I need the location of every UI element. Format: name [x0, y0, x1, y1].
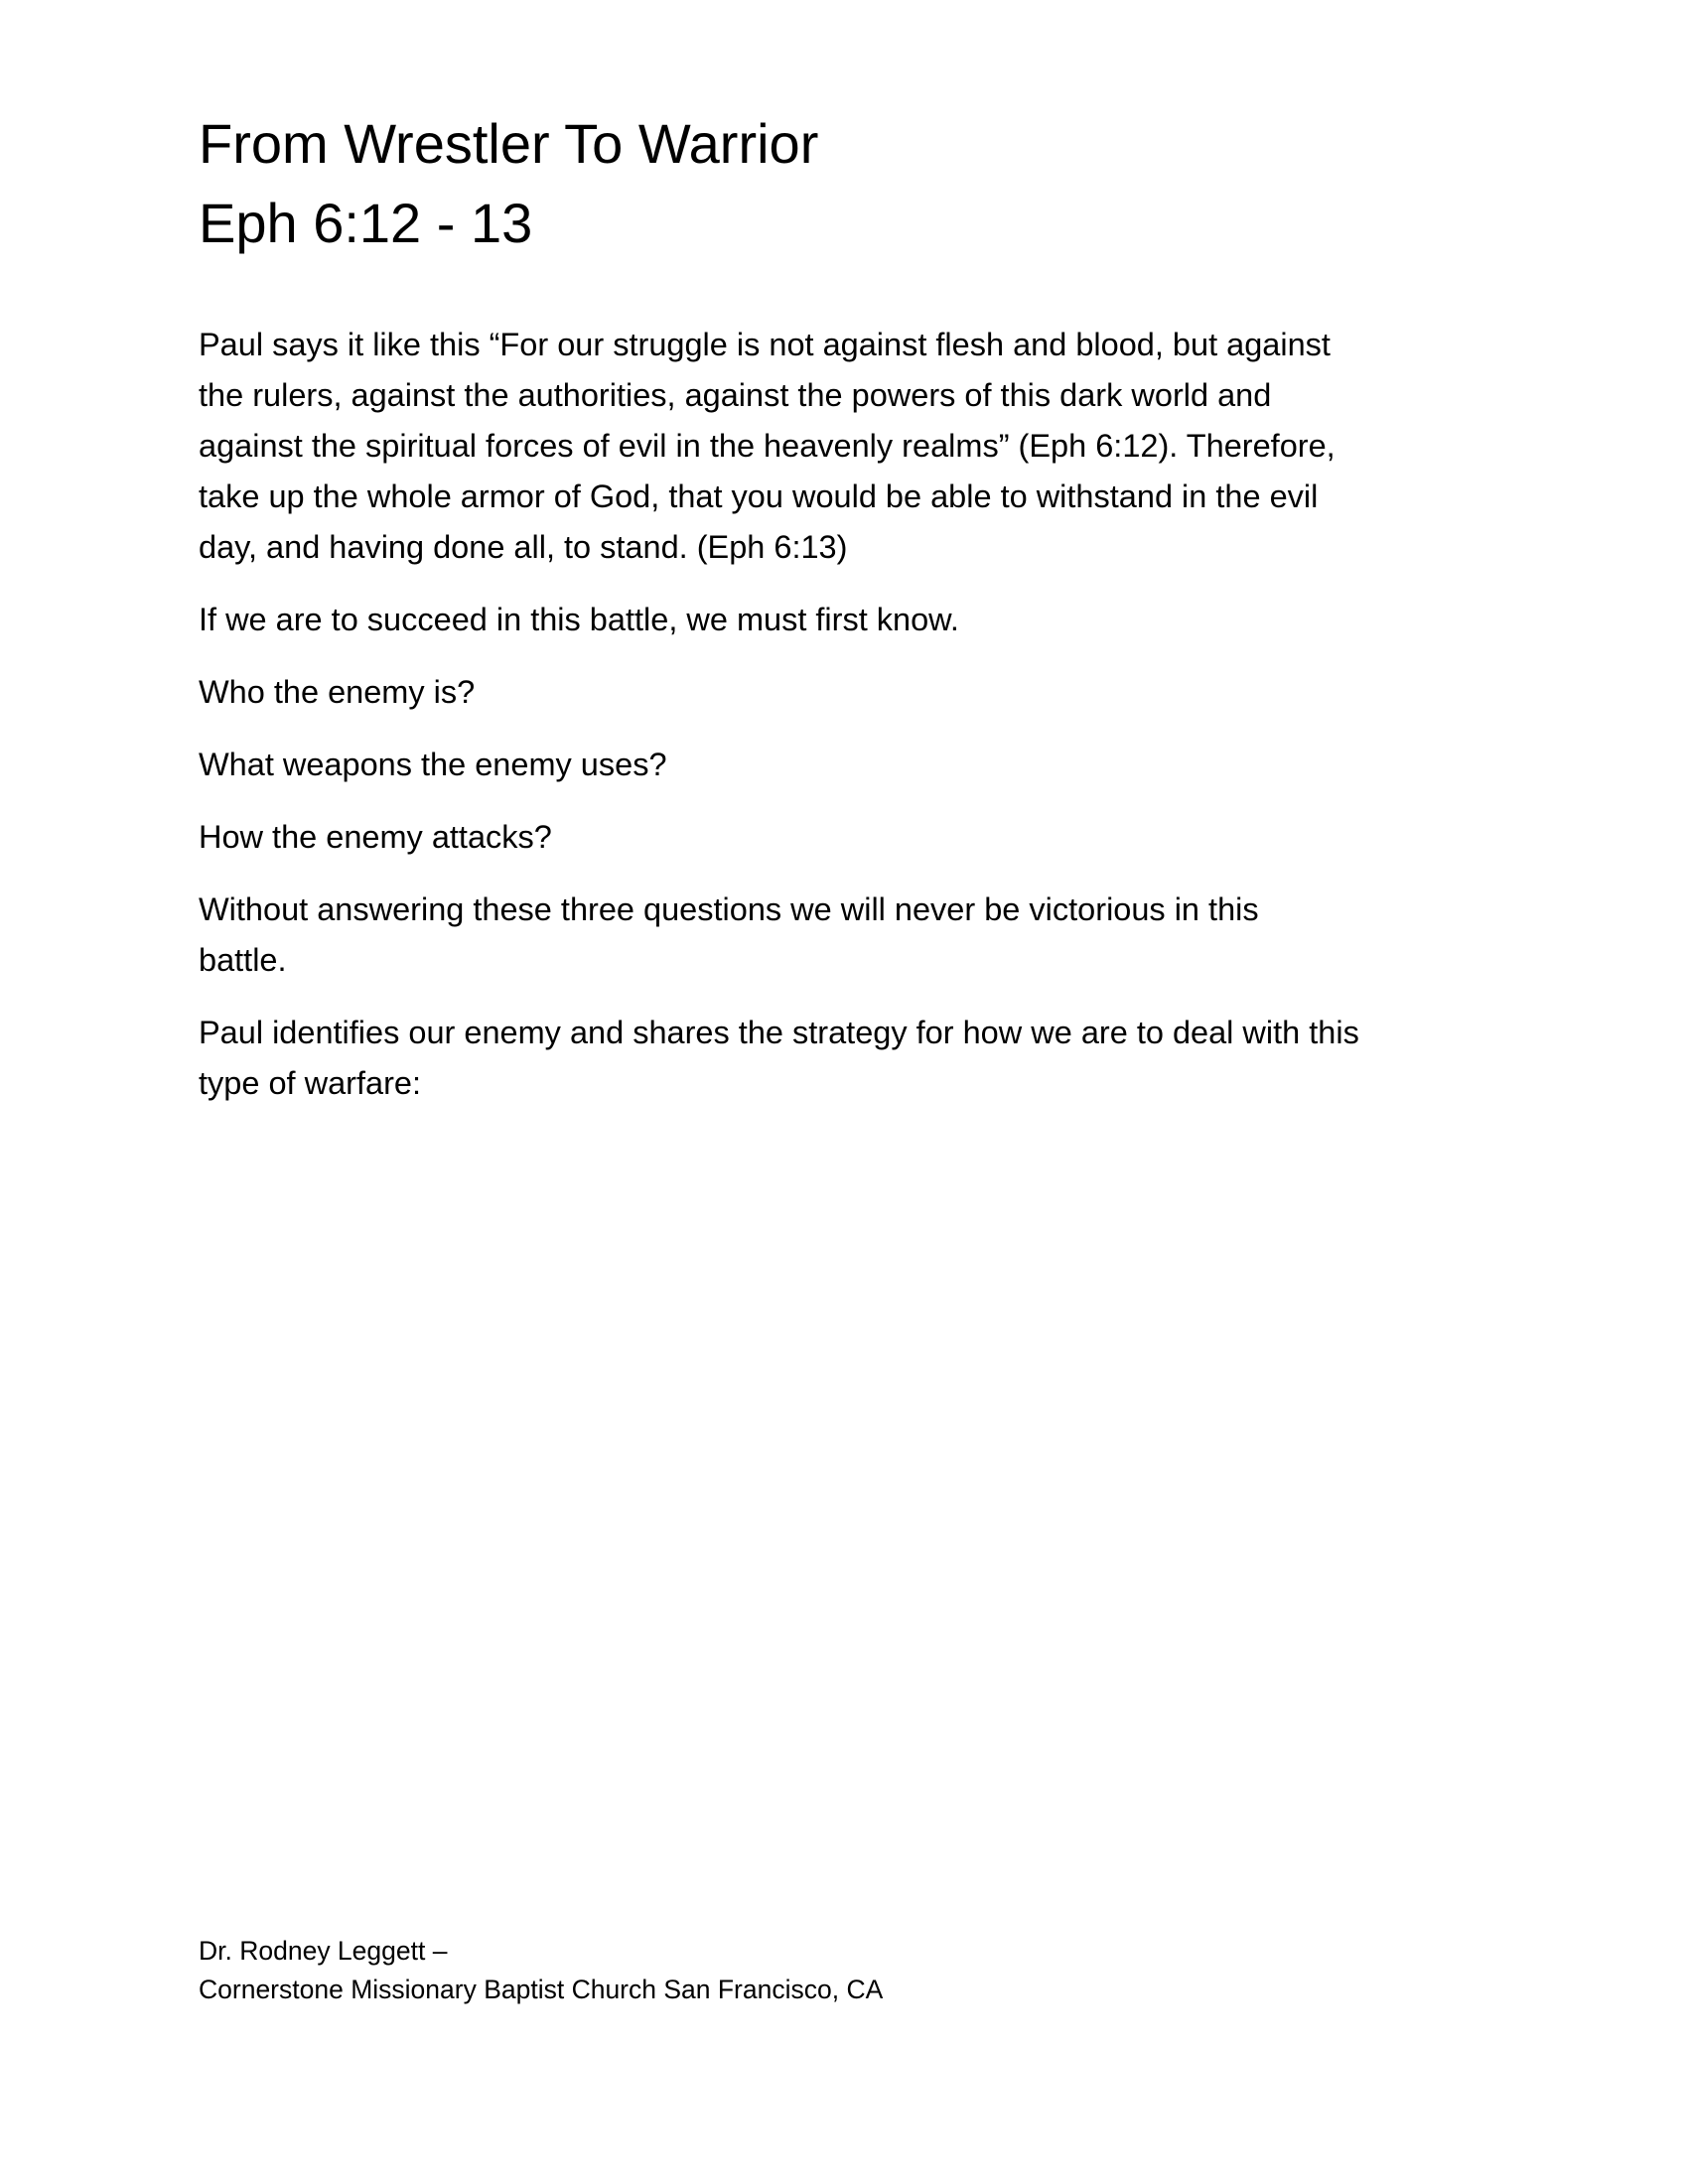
question-enemy	[199, 667, 1489, 718]
question-weapons	[199, 740, 1489, 790]
text-line: day, and having done all, to stand. (Eph 6:13)	[199, 529, 848, 565]
text-line: How the enemy attacks?	[199, 819, 552, 855]
author-name: Dr. Rodney Leggett –	[199, 1936, 448, 1966]
text-line: What weapons the enemy uses?	[199, 747, 667, 782]
text-line: Paul identifies our enemy and shares the strategy for how we are to deal with this	[199, 1015, 1359, 1050]
text-line: take up the whole armor of God, that you would be able to withstand in the evil	[199, 478, 1319, 514]
scripture-reference: Eph 6:12 - 13	[199, 192, 533, 254]
paragraph-scripture-quote	[199, 320, 1489, 573]
document-body	[199, 320, 1489, 1131]
text-line: type of warfare:	[199, 1065, 421, 1101]
church-name: Cornerstone Missionary Baptist Church San Francisco, CA	[199, 1975, 884, 2004]
text-line: against the spiritual forces of evil in the heavenly realms” (Eph 6:12). Therefore,	[199, 428, 1336, 464]
text-line: If we are to succeed in this battle, we must first know.	[199, 602, 959, 637]
page-footer	[199, 1932, 1489, 2009]
text-line: the rulers, against the authorities, against the powers of this dark world and	[199, 377, 1272, 413]
paragraph-intro	[199, 595, 1489, 645]
text-line: battle.	[199, 942, 287, 978]
text-line: Without answering these three questions we will never be victorious in this	[199, 891, 1259, 927]
question-attacks	[199, 812, 1489, 863]
text-line: Paul says it like this “For our struggle is not against flesh and blood, but against	[199, 327, 1331, 362]
paragraph-strategy	[199, 1008, 1489, 1109]
paragraph-conclusion	[199, 885, 1489, 986]
text-line: Who the enemy is?	[199, 674, 476, 710]
title-line: From Wrestler To Warrior	[199, 112, 819, 175]
document-title	[199, 104, 1489, 263]
